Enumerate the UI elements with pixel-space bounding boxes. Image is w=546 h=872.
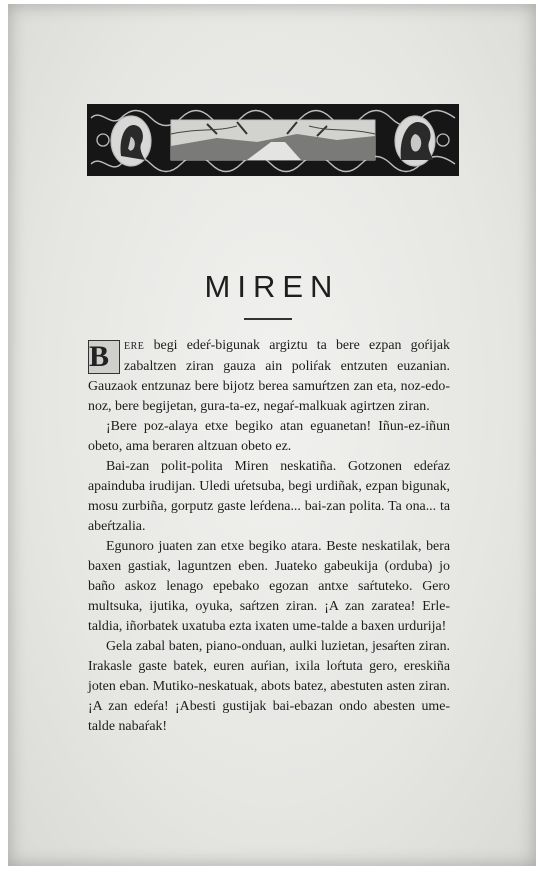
paragraph: Bai-zan polit-polita Miren neskatiña. Gotzonen edeŕaz apainduba irudijan. Uledi uŕetsuba, begi urdiñak, ezpan bigunak, mosu zurbiña, gorputz gaste leŕdena... bai-zan polita. Ta ona... ta abeŕtzalia. [88,459,450,534]
right-portrait-medallion [395,116,435,166]
book-page [8,4,536,866]
left-portrait-medallion [111,116,151,166]
paragraph-text: begi edeŕ-bigunak argiztu ta bere ezpan goŕijak zabaltzen ziran gauza ain poliŕak entzuten euzanian. Gauzaok entzunaz bere bijotz berea samuŕtzen zan eta, noz-edo-noz, bere begijetan, gura-ta-ez, negaŕ-malkuak agirtzen ziran. [88,338,450,414]
paragraph: ¡Bere poz-alaya etxe begiko atan eguanetan! Iñun-ez-iñun obeto, ama beraren altzuan obeto ez. [88,419,450,454]
title-rule [244,318,292,320]
paragraph: Gela zabal baten, piano-onduan, aulki luzietan, jesaŕten ziran. Irakasle gaste batek, euren auŕian, ixila loŕtuta gero, ereskiña joten eban. Mutiko-neskatuak, abots batez, abestuten asten ziran. ¡A zan edeŕa! ¡Abesti gustijak bai-ebazan ondo abesten ume-talde nabaŕak! [88,639,450,734]
body-text [88,336,450,737]
paragraph [88,336,450,417]
small-caps-run: ERE [124,341,145,352]
paragraph: Egunoro juaten zan etxe begiko atara. Beste neskatilak, bera baxen gastiak, laguntzen eben. Juateko gabeukija (orduba) jo baño askoz lenago epebako egozan antxe saŕtuteko. Gero multsuka, ijutika, oyuka, saŕtzen ziran. ¡A zan zaratea! Erle-taldia, iñorbatek uxatuba ezta ixaten ume-talde a baxen urdurija! [88,539,450,634]
page-title: MIREN [204,269,340,304]
landscape-vignette [171,120,375,160]
drop-cap: B [88,340,120,374]
ornamental-headpiece [87,104,459,176]
